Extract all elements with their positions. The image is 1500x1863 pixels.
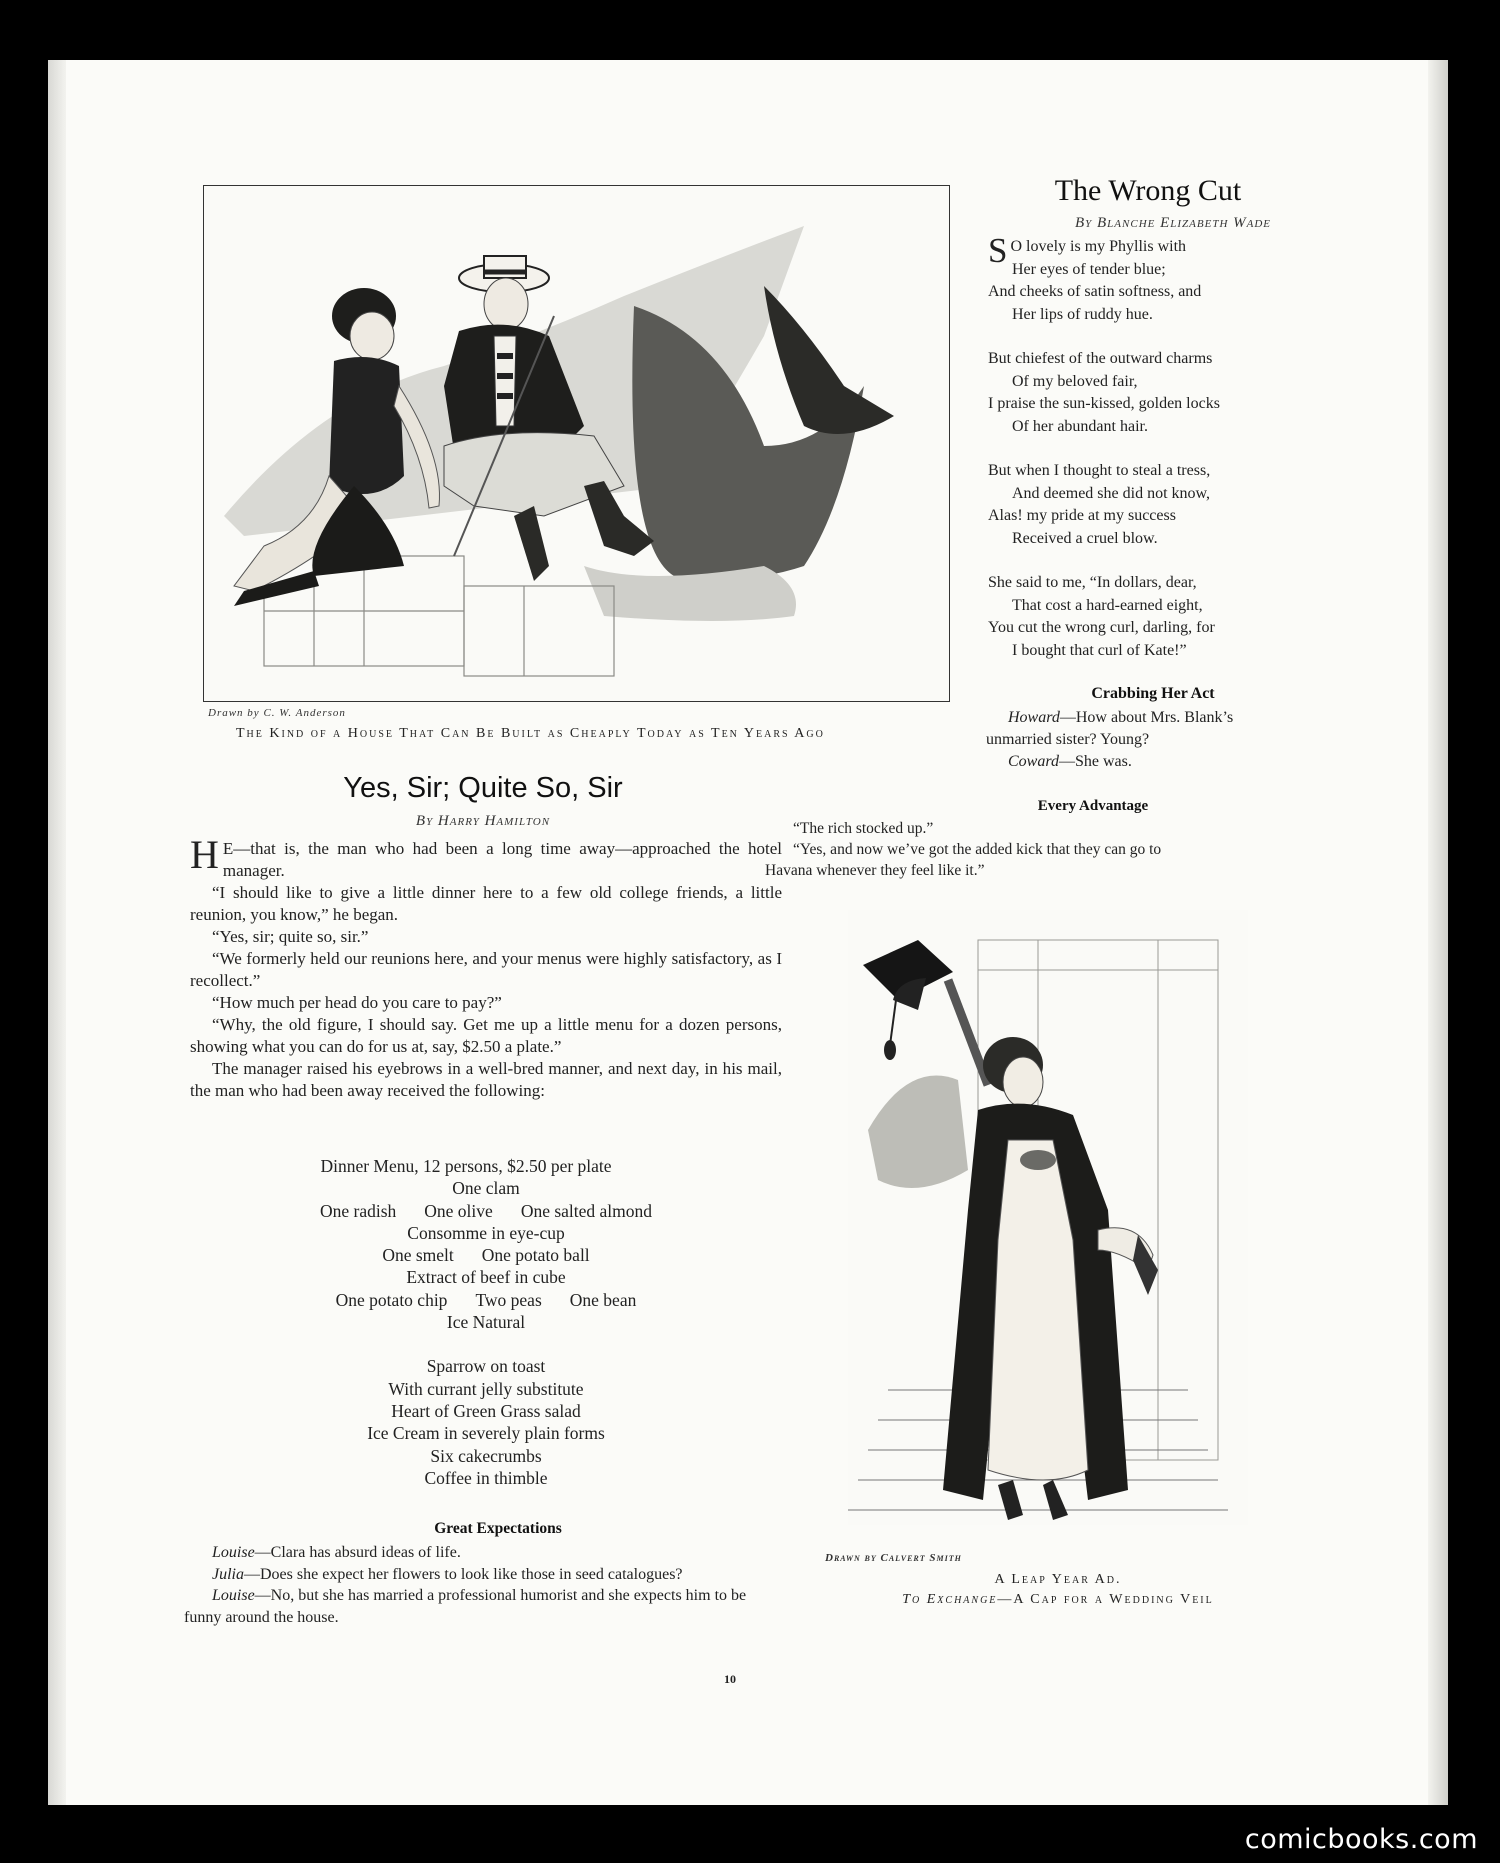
menu-item: One radish [319, 1200, 397, 1221]
menu-item: Heart of Green Grass salad [391, 1400, 581, 1421]
menu-item: Consomme in eye-cup [407, 1222, 565, 1243]
poem-byline: By Blanche Elizabeth Wade [1074, 215, 1272, 231]
dialogue-line: unmarried sister? Young? [986, 731, 1150, 748]
graduate-drawing [848, 910, 1248, 1525]
poem-line: And deemed she did not know, [1012, 484, 1211, 502]
dialogue-line: —Does she expect her flowers to look like those in seed catalogues? [244, 1565, 683, 1583]
advantage-heading: Every Advantage [1037, 798, 1149, 814]
crabbing-heading: Crabbing Her Act [1091, 685, 1215, 702]
poem-title: The Wrong Cut [1054, 174, 1242, 207]
story-title: Yes, Sir; Quite So, Sir [343, 772, 623, 804]
menu-item: One salted almond [520, 1200, 653, 1221]
site-watermark: comicbooks.com [1244, 1824, 1478, 1855]
menu-item: One potato chip [335, 1289, 448, 1310]
poem-line: O lovely is my Phyllis with [1010, 238, 1187, 255]
poem-line: Of her abundant hair. [1012, 417, 1148, 435]
bottom-illustration-caption-1: A Leap Year Ad. [994, 1572, 1122, 1587]
poem-stanza-3 [988, 460, 1348, 550]
dialogue-line: Havana whenever they feel like it.” [765, 862, 985, 879]
bottom-illustration-credit: Drawn by Calvert Smith [825, 1552, 962, 1564]
menu-item: With currant jelly substitute [388, 1378, 584, 1399]
poem-line: Her eyes of tender blue; [1012, 260, 1166, 278]
story-paragraph: “Why, the old figure, I should say. Get me up a little menu for a dozen persons, showing what you can do for us at, say, $2.50 a plate.” [190, 1015, 782, 1056]
advantage-dialogue [765, 818, 1365, 881]
speaker-name: Julia [212, 1565, 244, 1583]
dialogue-line: —How about Mrs. Blank’s [1059, 709, 1234, 726]
poem-line: Her lips of ruddy hue. [1012, 305, 1153, 323]
dialogue-line: “The rich stocked up.” [793, 820, 934, 837]
menu-header: Dinner Menu, 12 persons, $2.50 per plate [320, 1156, 612, 1176]
speaker-name: Coward [1008, 753, 1059, 770]
menu-item: Coffee in thimble [424, 1467, 548, 1488]
caption-italic: To Exchange [902, 1592, 998, 1607]
speaker-name: Louise [212, 1587, 255, 1604]
speaker-name: Louise [212, 1544, 255, 1561]
poem-stanza-2 [988, 348, 1348, 438]
beach-drawing [204, 186, 949, 701]
top-illustration-credit: Drawn by C. W. Anderson [208, 707, 346, 719]
drop-cap-h: H [190, 832, 219, 877]
expectations-dialogue [184, 1542, 776, 1628]
story-paragraph: “Yes, sir; quite so, sir.” [212, 927, 369, 946]
poem-line: Alas! my pride at my success [988, 507, 1176, 524]
poem-line: She said to me, “In dollars, dear, [988, 574, 1197, 591]
menu-item: One clam [452, 1178, 520, 1199]
expectations-heading: Great Expectations [434, 1520, 562, 1537]
page-number: 10 [724, 1672, 736, 1686]
poem-stanza-4 [988, 572, 1348, 662]
menu-item: Two peas [475, 1289, 542, 1310]
menu-item: One bean [569, 1289, 637, 1310]
story-paragraph: “How much per head do you care to pay?” [212, 993, 502, 1012]
menu-item: Ice Natural [446, 1312, 526, 1333]
poem-line: You cut the wrong curl, darling, for [988, 619, 1215, 636]
beach-illustration [203, 185, 950, 702]
menu-item: One smelt [382, 1245, 454, 1266]
menu-item: One potato ball [481, 1245, 590, 1266]
bottom-illustration-caption-2 [808, 1592, 1308, 1608]
dialogue-line: —No, but she has married a professional humorist and she expects him to be funny around the house. [184, 1587, 747, 1626]
story-text: E—that is, the man who had been a long time away—approached the hotel manager. [222, 839, 782, 880]
page-right-edge [1428, 60, 1448, 1805]
poem-line: That cost a hard-earned eight, [1012, 596, 1203, 614]
menu-item: One olive [424, 1200, 493, 1221]
poem-line: Of my beloved fair, [1012, 372, 1138, 390]
story-paragraph: The manager raised his eyebrows in a well-bred manner, and next day, in his mail, the man who had been away received the following: [190, 1059, 782, 1100]
poem-line: I bought that curl of Kate!” [1012, 641, 1187, 659]
story-paragraph: “We formerly held our reunions here, and your menus were highly satisfactory, as I recollect.” [190, 949, 782, 990]
drop-cap-s: S [988, 231, 1008, 270]
story-paragraph: “I should like to give a little dinner here to a few old college friends, a little reunion, you know,” he began. [190, 883, 782, 924]
page-left-edge [48, 60, 66, 1805]
menu-item: Six cakecrumbs [430, 1445, 542, 1466]
magazine-page [48, 60, 1448, 1805]
poem-line: I praise the sun-kissed, golden locks [988, 395, 1220, 412]
caption-text: —A Cap for a Wedding Veil [997, 1592, 1214, 1607]
menu-item: Sparrow on toast [426, 1356, 546, 1377]
poem-body [988, 231, 1348, 684]
poem-stanza-1 [988, 231, 1348, 326]
menu-item: Extract of beef in cube [406, 1267, 566, 1288]
poem-line: But when I thought to steal a tress, [988, 462, 1211, 479]
story-byline: By Harry Hamilton [415, 813, 551, 829]
dialogue-line: “Yes, and now we’ve got the added kick that they can go to [793, 841, 1162, 858]
dialogue-line: —Clara has absurd ideas of life. [254, 1544, 461, 1561]
speaker-name: Howard [1008, 709, 1060, 726]
poem-line: Received a cruel blow. [1012, 529, 1158, 547]
poem-line: But chiefest of the outward charms [988, 350, 1213, 367]
dinner-menu [190, 1155, 782, 1489]
menu-item: Ice Cream in severely plain forms [367, 1423, 605, 1444]
poem-line: And cheeks of satin softness, and [988, 283, 1202, 300]
story-body [190, 832, 782, 1102]
top-illustration-caption: The Kind of a House That Can Be Built as Cheaply Today as Ten Years Ago [236, 726, 825, 741]
dialogue-line: —She was. [1058, 753, 1132, 770]
story-paragraph [190, 832, 782, 882]
crabbing-dialogue [986, 707, 1346, 773]
graduate-illustration [848, 910, 1248, 1525]
